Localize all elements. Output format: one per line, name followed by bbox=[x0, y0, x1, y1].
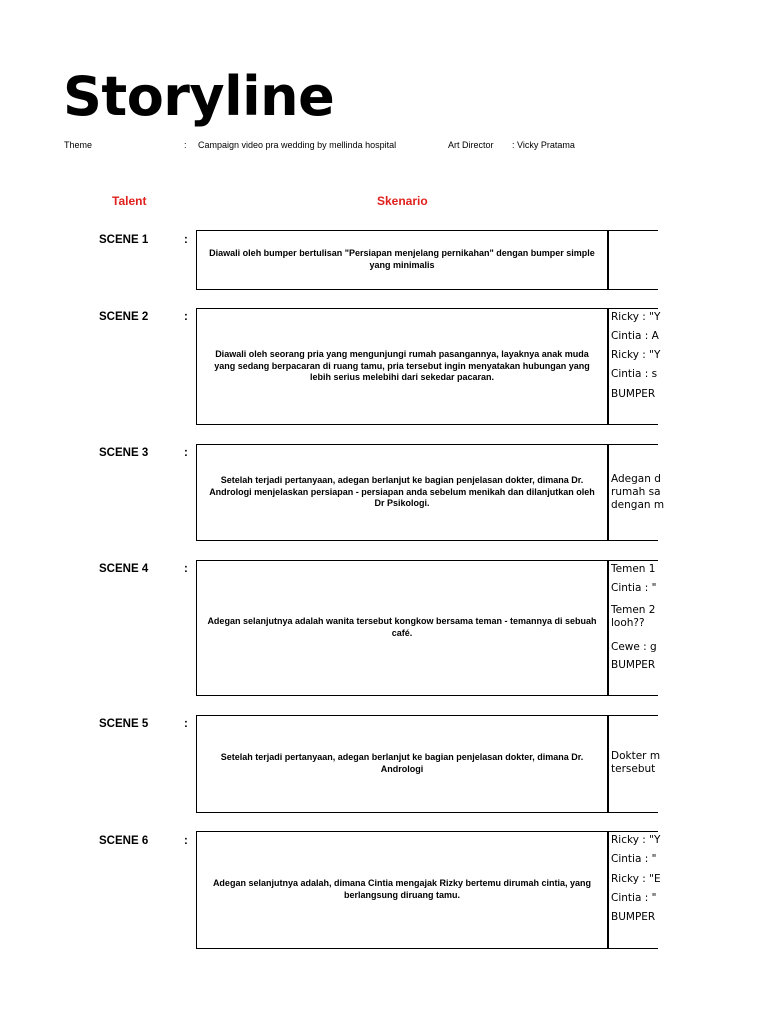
scene-5-description-box bbox=[196, 715, 608, 813]
scene-3-colon: : bbox=[184, 447, 188, 459]
scene-3-dialogue-line: dengan m bbox=[611, 499, 665, 511]
scene-6-dialogue-line: BUMPER bbox=[611, 911, 656, 923]
scene-6-colon: : bbox=[184, 835, 188, 847]
scene-6-dialogue-line: Ricky : "E bbox=[611, 873, 661, 885]
scene-4-dialogue-line: Cintia : " bbox=[611, 582, 657, 594]
scene-3-description-box bbox=[196, 444, 608, 541]
scene-3-description: Setelah terjadi pertanyaan, adegan berlanjut ke bagian penjelasan dokter, dimana Dr. Andrologi menjelaskan persiapan - persiapan anda sebelum menikah dan dilanjutkan oleh Dr Psikologi. bbox=[209, 474, 595, 509]
scene-2-description: Diawali oleh seorang pria yang mengunjungi rumah pasangannya, layaknya anak muda yang sedang berpacaran di ruang tamu, pria tersebut ingin menyatakan hubungan yang lebih serius melebihi dari sekedar pacaran. bbox=[214, 348, 590, 383]
scene-4-label: SCENE 4 bbox=[99, 563, 149, 575]
scene-4-dialogue-line: Temen 1 bbox=[611, 563, 656, 575]
theme-colon: : bbox=[184, 140, 187, 150]
scene-5-description: Setelah terjadi pertanyaan, adegan berlanjut ke bagian penjelasan dokter, dimana Dr. Andrologi bbox=[220, 752, 584, 774]
scene-5-label: SCENE 5 bbox=[99, 718, 149, 730]
scene-2-dialogue-line: Ricky : "Y bbox=[611, 311, 661, 323]
scene-6-dialogue-box bbox=[608, 831, 661, 949]
scene-1-dialogue-box bbox=[608, 230, 658, 290]
scene-6-description: Adegan selanjutnya adalah, dimana Cintia mengajak Rizky bertemu dirumah cintia, yang berlangsung diruang tamu. bbox=[212, 878, 592, 900]
scene-2-dialogue-box bbox=[608, 308, 661, 425]
scene-5-dialogue-line: tersebut bbox=[611, 763, 656, 775]
scene-6-label: SCENE 6 bbox=[99, 835, 149, 847]
scene-1-description: Diawali oleh bumper bertulisan "Persiapan menjelang pernikahan" dengan bumper simple yang minimalis bbox=[209, 248, 595, 270]
scene-4-description-box bbox=[196, 560, 608, 696]
talent-header: Talent bbox=[112, 194, 147, 208]
scene-4-dialogue-line: Cewe : g bbox=[611, 641, 657, 653]
scene-4-dialogue-box bbox=[608, 560, 658, 696]
scene-6-dialogue-line: Cintia : " bbox=[611, 892, 657, 904]
scene-6-dialogue-line: Ricky : "Y bbox=[611, 834, 661, 846]
scene-2-dialogue-line: BUMPER bbox=[611, 388, 656, 400]
scene-3-label: SCENE 3 bbox=[99, 447, 149, 459]
scene-4-dialogue-line: looh?? bbox=[611, 617, 645, 629]
theme-value: Campaign video pra wedding by mellinda hospital bbox=[198, 140, 397, 150]
scene-6-dialogue-line: Cintia : " bbox=[611, 853, 657, 865]
scene-2-label: SCENE 2 bbox=[99, 311, 149, 323]
scene-5-dialogue-box bbox=[608, 715, 661, 813]
scene-4-dialogue-line: BUMPER bbox=[611, 659, 656, 671]
art-director-value: : Vicky Pratama bbox=[512, 140, 575, 150]
scene-4-dialogue-line: Temen 2 bbox=[611, 604, 656, 616]
art-director-label: Art Director bbox=[448, 140, 494, 150]
scene-3-dialogue-line: Adegan d bbox=[611, 473, 661, 485]
skenario-header: Skenario bbox=[377, 194, 428, 208]
scene-1-colon: : bbox=[184, 234, 188, 246]
scene-3-dialogue-box bbox=[608, 444, 665, 541]
theme-label: Theme bbox=[64, 140, 93, 150]
scene-2-dialogue-line: Cintia : s bbox=[611, 368, 658, 380]
scene-4-colon: : bbox=[184, 563, 188, 575]
scene-4-description: Adegan selanjutnya adalah wanita tersebut kongkow bersama teman - temannya di sebuah café. bbox=[207, 616, 597, 638]
scene-1-description-box bbox=[196, 230, 608, 290]
scene-6-description-box bbox=[196, 831, 608, 949]
scene-5-colon: : bbox=[184, 718, 188, 730]
scene-1-label: SCENE 1 bbox=[99, 234, 149, 246]
page-title: Storyline bbox=[63, 65, 335, 128]
scene-3-dialogue-line: rumah sa bbox=[611, 486, 661, 498]
scene-2-colon: : bbox=[184, 311, 188, 323]
scene-2-dialogue-line: Ricky : "Y bbox=[611, 349, 661, 361]
scene-2-description-box bbox=[196, 308, 608, 425]
scene-5-dialogue-line: Dokter m bbox=[611, 750, 661, 762]
scene-2-dialogue-line: Cintia : A bbox=[611, 330, 659, 342]
